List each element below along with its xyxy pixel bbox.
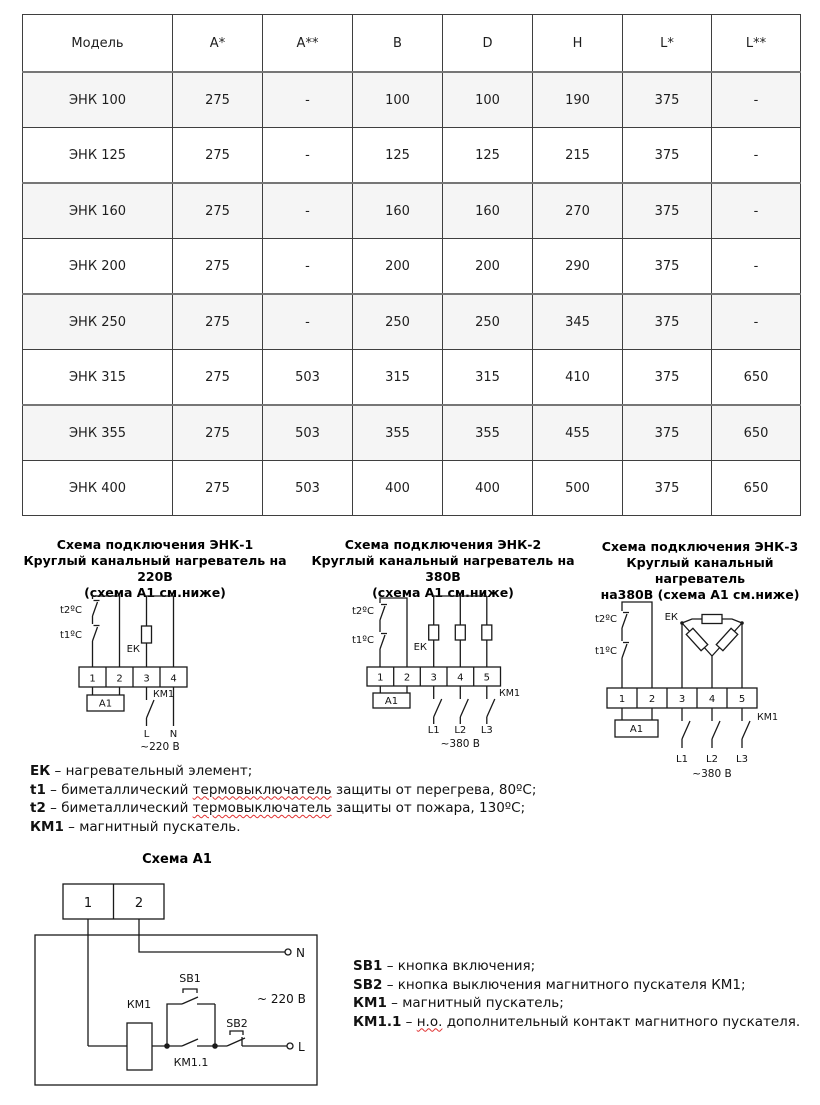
legend-term: SB2 [353,976,383,993]
terminal-3: 3 [430,672,437,684]
legend-term: КМ1.1 [353,1013,402,1030]
table-row [23,405,801,461]
heater-element-symbol [482,625,492,640]
table-cell: - [263,183,353,239]
table-cell: 650 [712,405,801,461]
node-dot [740,621,744,625]
legend-line-km1 [30,818,550,837]
terminal-5: 5 [738,694,746,705]
table-cell: 200 [353,239,443,295]
table-row [23,183,801,239]
table-cell: 375 [623,405,712,461]
table-cell: 200 [443,239,533,295]
diagram1-title-line1: Схема подключения ЭНК-1 [56,537,254,552]
terminal-3: 3 [678,694,686,705]
misspelled-word: термовыключатель [192,800,332,816]
table-cell: 650 [712,350,801,406]
node-dot [164,1043,170,1049]
wiring-diagram-enk1 [30,588,280,768]
diagram3-title-line3: на380В (схема А1 см.ниже) [600,587,800,602]
legend-text: дополнительный контакт магнитного пускателя. [442,1013,801,1030]
ek-label: ЕК [413,642,427,653]
heater-element-symbol [429,625,439,640]
table-cell: ЭНК 125 [23,128,173,184]
table-cell: 315 [443,350,533,406]
table-cell: 375 [623,350,712,406]
table-cell: 375 [623,183,712,239]
legend-term: t2 [30,800,46,816]
legend-text: – биметаллический [45,800,193,816]
column-header: H [533,15,623,73]
heater-element-symbol [702,615,722,624]
table-row [23,72,801,128]
terminal-2: 2 [116,673,123,685]
terminal-5: 5 [483,672,490,684]
km1-coil-symbol [127,1023,152,1070]
table-cell: 275 [173,72,263,128]
node-dot [212,1043,218,1049]
sb1-label: SB1 [179,972,201,985]
legend-term: ЕК [30,763,51,779]
table-cell: 375 [623,72,712,128]
diagram1-title-line2: Круглый канальный нагреватель на 220В [23,553,287,584]
table-cell: 410 [533,350,623,406]
misspelled-word: н.о. [416,1013,443,1030]
voltage-label: ~380 В [440,738,480,750]
legend-text: – магнитный пускатель; [386,995,564,1011]
table-cell: - [263,239,353,295]
sb2-label: SB2 [226,1017,248,1030]
table-cell: 375 [623,239,712,295]
phase-l2-label: L2 [454,725,467,736]
legend-line-sb2 [353,976,813,995]
t1-label: t1ºC [352,635,374,646]
table-cell: 250 [443,294,533,350]
legend-text: – кнопка включения; [382,958,536,974]
diagram1-title-line3: (схема А1 см.ниже) [84,585,226,600]
legend-line-t1 [30,781,550,800]
t2-label: t2ºC [352,606,374,617]
column-header: B [353,15,443,73]
diagram3-title-line2: Круглый канальный нагреватель [626,555,774,586]
table-header-row [23,15,801,73]
km1-label: КМ1 [153,689,174,700]
table-cell: 100 [353,72,443,128]
legend-text: защиты от пожара, 130ºС; [331,800,526,816]
table-cell: 290 [533,239,623,295]
column-header: A** [263,15,353,73]
neutral-n-label: N [296,946,305,960]
table-cell: 500 [533,461,623,516]
table-cell: 275 [173,294,263,350]
legend-text: – магнитный пускатель. [63,818,241,835]
heater-element-symbol [686,628,707,650]
table-cell: 275 [173,128,263,184]
table-cell: 160 [443,183,533,239]
schema-a1-legend [353,957,813,1031]
column-header: L* [623,15,712,73]
table-cell: 275 [173,350,263,406]
phase-l3-label: L3 [480,725,493,736]
column-header: D [443,15,533,73]
table-cell: - [263,128,353,184]
terminal-3: 3 [143,673,150,685]
l-terminal [287,1043,293,1049]
table-row [23,461,801,516]
table-cell: 503 [263,405,353,461]
heater-element-symbol [455,625,465,640]
legend-term: КМ1 [353,995,387,1011]
schema-a1-wires [35,884,317,1085]
dimensions-table [22,14,801,516]
table-cell: ЭНК 400 [23,461,173,516]
table-cell: 275 [173,239,263,295]
phase-l2-label: L2 [706,754,718,765]
table-cell: ЭНК 160 [23,183,173,239]
table-row [23,239,801,295]
legend-line-ek [30,762,550,781]
table-cell: ЭНК 100 [23,72,173,128]
table-cell: - [712,239,801,295]
table-cell: - [712,294,801,350]
diagram2-title-line1: Схема подключения ЭНК-2 [344,537,542,552]
enk1-wires [79,596,187,726]
terminal-2: 2 [403,672,411,684]
wiring-diagram-enk2 [330,588,560,768]
legend-text: – [401,1013,417,1030]
t1-label: t1ºC [595,646,617,657]
diagram2-title-line3: (схема А1 см.ниже) [372,585,514,600]
table-row [23,128,801,184]
terminal-2: 2 [134,896,144,911]
components-legend [30,762,550,836]
table-cell: 275 [173,183,263,239]
table-cell: - [712,183,801,239]
legend-text: – кнопка выключения магнитного пускателя КМ1; [382,976,746,993]
table-cell: - [712,128,801,184]
terminal-1: 1 [83,896,93,911]
table-cell: 355 [443,405,533,461]
wiring-diagram-enk3 [580,588,815,793]
column-header: A* [173,15,263,73]
t2-label: t2ºC [595,614,617,625]
diagram2-title-line2: Круглый канальный нагреватель на 380В [311,553,575,584]
voltage-label: ~ 220 В [257,992,306,1006]
legend-term: SB1 [353,958,383,974]
phase-l1-label: L1 [427,725,440,736]
phase-l-label: L [298,1040,305,1054]
table-cell: 160 [353,183,443,239]
column-header: L** [712,15,801,73]
table-cell: 503 [263,461,353,516]
schema-a1-diagram [30,870,370,1100]
legend-term: КМ1 [30,818,64,835]
legend-text: – нагревательный элемент; [50,763,253,779]
table-row [23,294,801,350]
voltage-label: ~220 В [140,741,180,753]
table-cell: 100 [443,72,533,128]
voltage-label: ~380 В [692,768,732,780]
table-cell: 250 [353,294,443,350]
table-cell: 275 [173,405,263,461]
table-cell: 270 [533,183,623,239]
table-cell: 455 [533,405,623,461]
a1-label: А1 [384,696,399,707]
terminal-4: 4 [708,694,716,705]
table-cell: 345 [533,294,623,350]
neutral-n-label: N [169,729,178,740]
heater-element-symbol [142,626,152,643]
phase-l3-label: L3 [736,754,748,765]
table-row [23,350,801,406]
legend-line-t2 [30,799,550,818]
table-cell: 400 [443,461,533,516]
table-cell: ЭНК 315 [23,350,173,406]
table-cell: 190 [533,72,623,128]
terminal-2: 2 [648,694,656,705]
km1-label: КМ1 [126,998,152,1011]
table-cell: 375 [623,128,712,184]
phase-l1-label: L1 [676,754,688,765]
km1-label: КМ1 [757,712,778,723]
a1-label: А1 [98,698,113,710]
table-cell: ЭНК 355 [23,405,173,461]
table-cell: ЭНК 200 [23,239,173,295]
table-cell: 215 [533,128,623,184]
a1-label: А1 [629,724,644,735]
table-cell: - [263,72,353,128]
t1-label: t1ºC [60,630,82,641]
table-cell: 650 [712,461,801,516]
table-cell: 355 [353,405,443,461]
diagram3-title-line1: Схема подключения ЭНК-3 [601,539,799,554]
terminal-4: 4 [457,672,464,684]
table-cell: ЭНК 250 [23,294,173,350]
t2-label: t2ºC [60,605,82,616]
legend-line-sb1 [353,957,813,976]
table-cell: 400 [353,461,443,516]
table-cell: - [712,72,801,128]
ek-label: ЕК [664,612,678,623]
terminal-4: 4 [170,673,177,685]
km11-label: КМ1.1 [173,1056,209,1069]
legend-text: – биметаллический [45,781,193,798]
terminal-1: 1 [618,694,626,705]
table-cell: 275 [173,461,263,516]
table-cell: 375 [623,294,712,350]
terminal-1: 1 [377,672,384,684]
table-cell: - [263,294,353,350]
km1-label: КМ1 [499,688,520,699]
legend-text: защиты от перегрева, 80ºС; [331,781,537,798]
node-dot [680,621,684,625]
misspelled-word: термовыключатель [192,781,332,798]
table-cell: 125 [443,128,533,184]
table-cell: 315 [353,350,443,406]
table-cell: 125 [353,128,443,184]
legend-term: t1 [30,781,46,798]
phase-l-label: L [143,729,150,740]
legend-line-km11 [353,1013,813,1032]
heater-element-symbol [716,628,737,650]
n-terminal [285,949,291,955]
legend-line-km1 [353,994,813,1013]
table-cell: 503 [263,350,353,406]
column-header: Модель [23,15,173,73]
schema-a1-title: Схема А1 [142,852,212,867]
terminal-1: 1 [89,673,96,685]
table-cell: 375 [623,461,712,516]
ek-label: ЕК [126,644,140,655]
